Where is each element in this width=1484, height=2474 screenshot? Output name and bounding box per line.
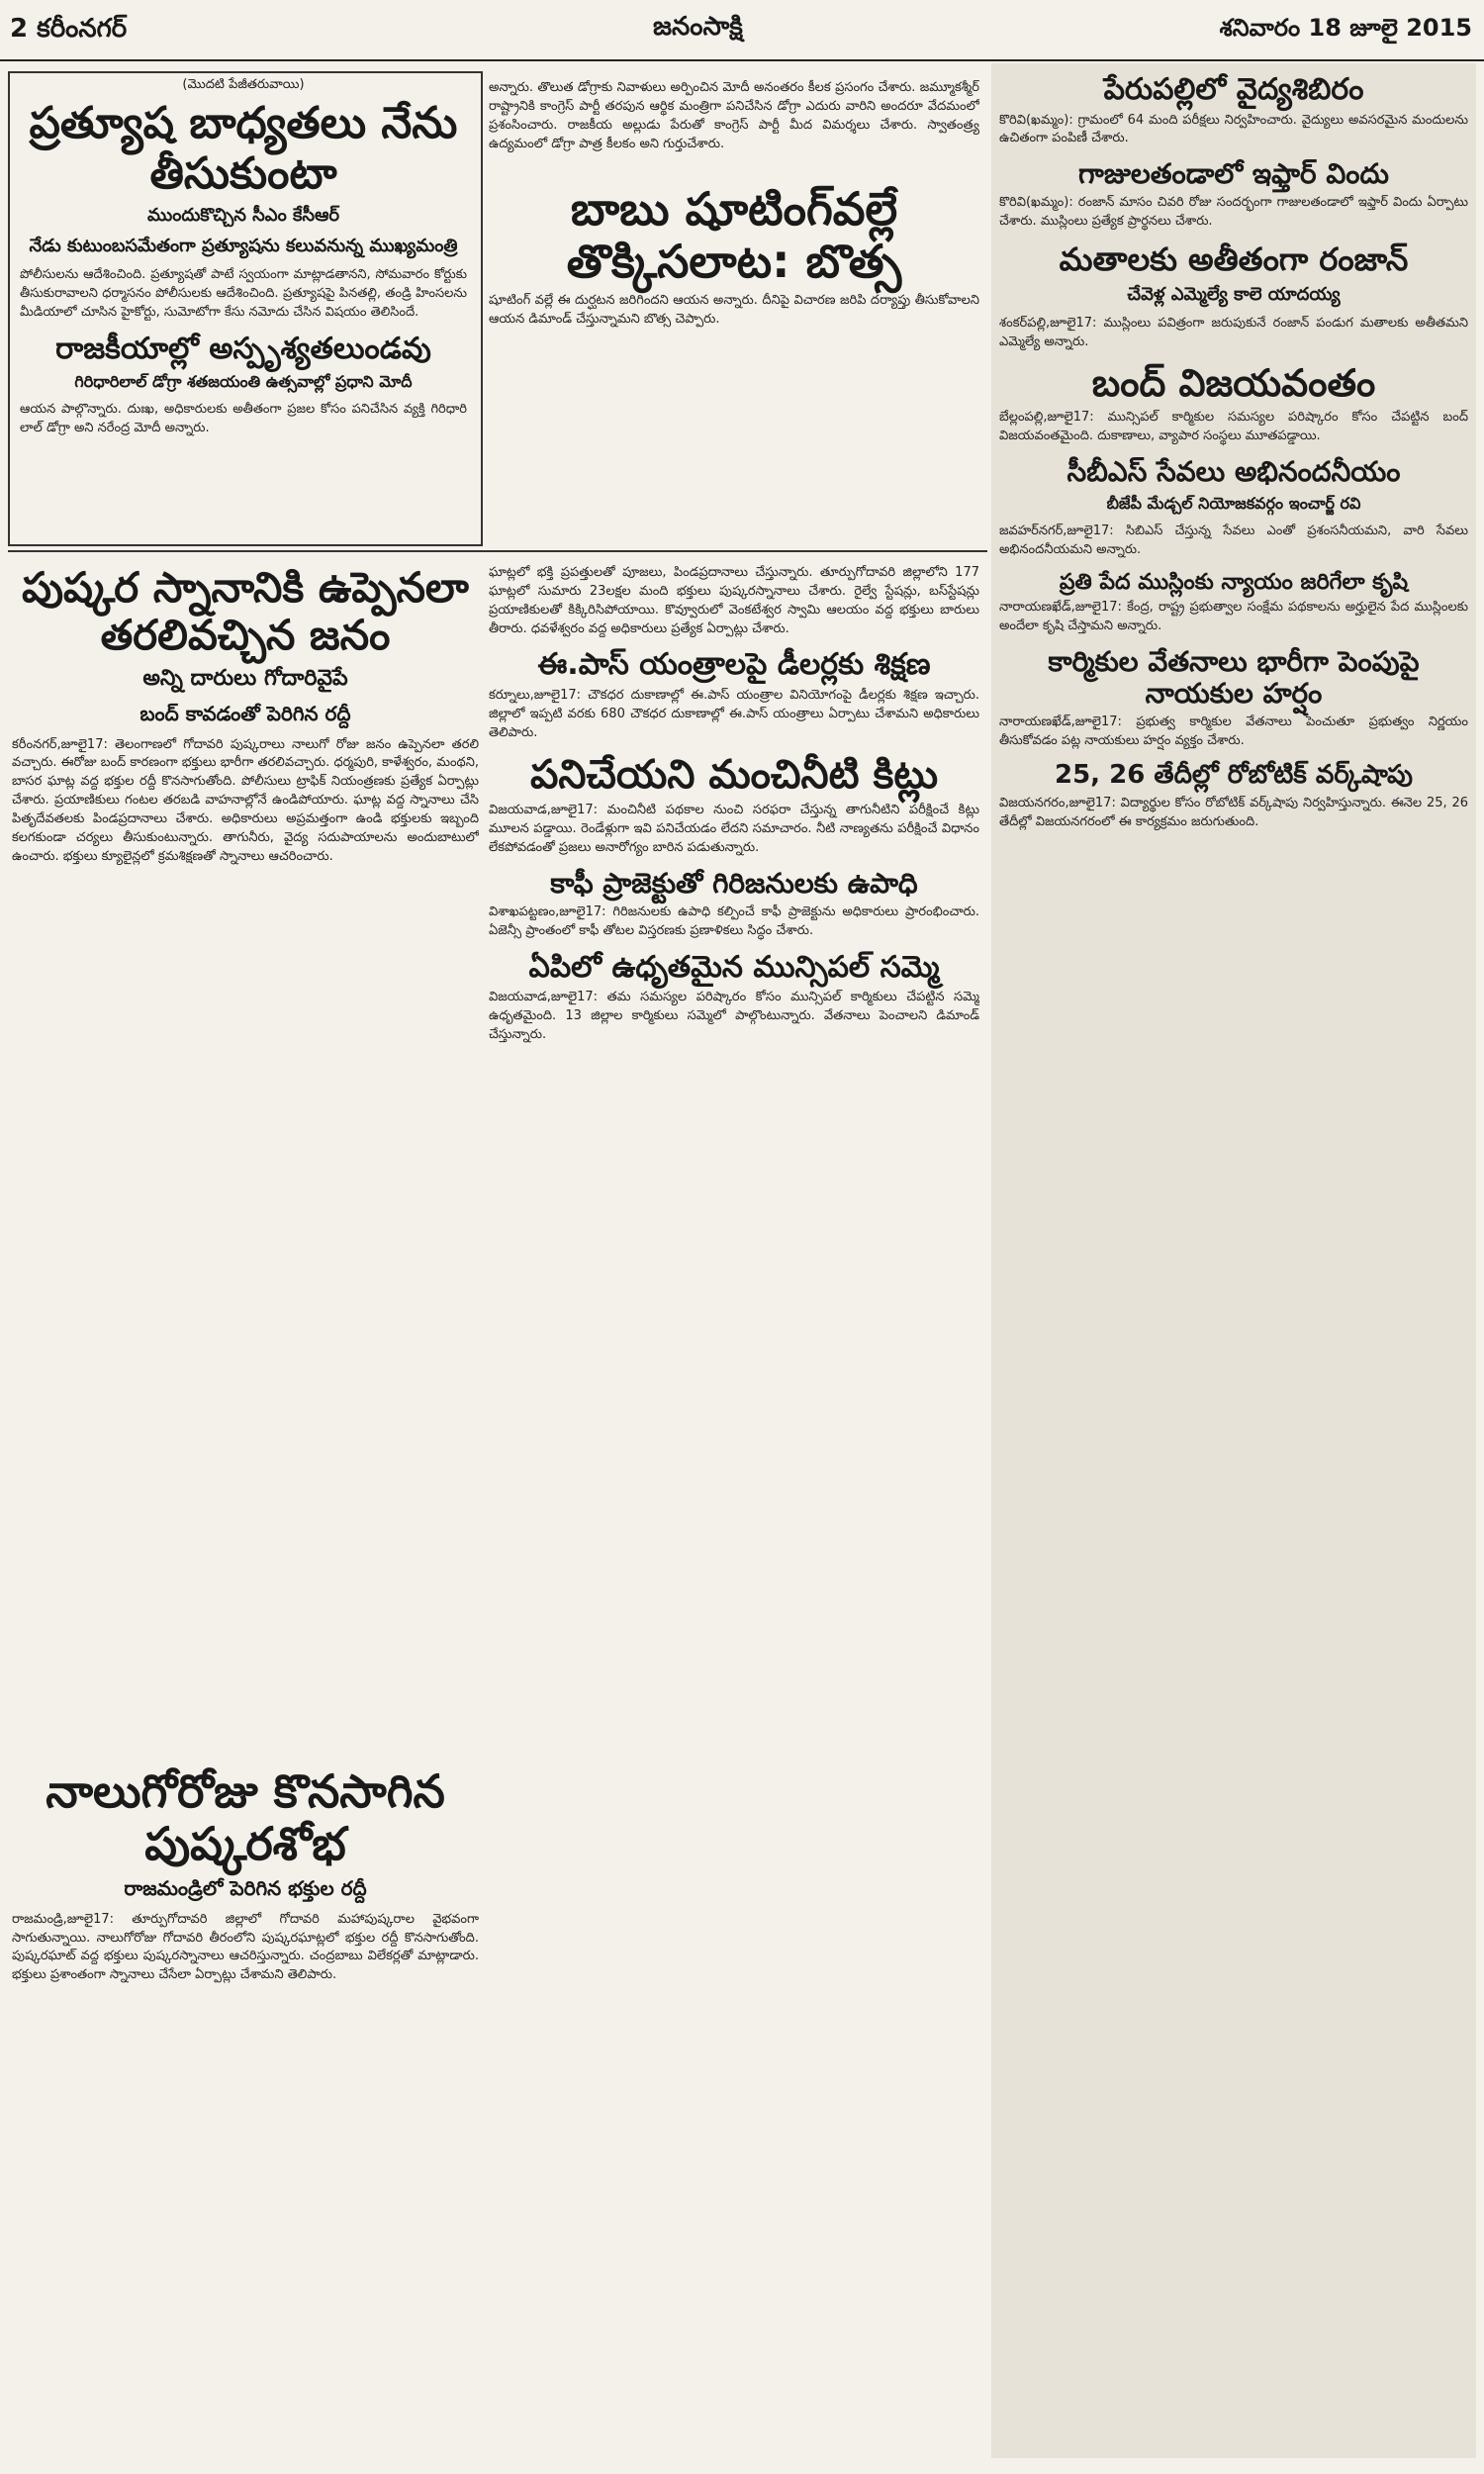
headline-ramzan: మతాలకు అతీతంగా రంజాన్: [1059, 240, 1409, 279]
headline-wages: కార్మికుల వేతనాలు భారీగా పెంపుపై నాయకుల హర్షం: [1048, 644, 1420, 710]
page-header: [0, 0, 1484, 61]
deck-cbs: బీజేపీ మేడ్చల్ నియోజకవర్గం ఇంచార్జ్ రవి: [1106, 494, 1361, 514]
deck-rajamundry: రాజమండ్రిలో పెరిగిన భక్తుల రద్దీ: [124, 1875, 367, 1900]
issue-date: శనివారం 18 జూలై 2015: [1219, 14, 1472, 42]
center-column: [489, 560, 979, 2450]
body-wages: నారాయణఖేడ్,జూలై17: ప్రభుత్వ కార్మికుల వేతనాలు పెంచుతూ ప్రభుత్వం నిర్ణయం తీసుకోవడం పట్ల నాయకులు హర్షం వ్యక్తం చేశారు.: [999, 714, 1468, 748]
divider-top: [8, 550, 987, 552]
headline-cbs: సీబీఎస్ సేవలు అభినందనీయం: [1067, 454, 1401, 488]
body-dogra: అన్నారు. తొలుత డోగ్రాకు నివాళులు అర్పించిన మోదీ అనంతరం కీలక ప్రసంగం చేశారు. జమ్మూకశ్మీర్ రాష్ట్రానికి కాంగ్రెస్ పార్టీ తరపున ఆర్థిక మంత్రిగా పనిచేసిన డోగ్రా ఎదురు వారిని అందరూ వేదమంలో ప్రశంసించారు. రాజకీయ అల్లుడు పేరుతో కాంగ్రెస్ పార్టీ మీద విమర్శలు చేశారు. స్వాతంత్ర్య ఉద్యమంలో డోగ్రా పాత్ర కీలకం అని గుర్తుచేశారు.: [489, 80, 979, 151]
body-coffee: విశాఖపట్టణం,జూలై17: గిరిజనులకు ఉపాధి కల్పించే కాఫీ ప్రాజెక్టును అధికారులు ప్రారంభించారు. ఏజెన్సీ ప్రాంతంలో కాఫీ తోటల విస్తరణకు ప్రణాళికలు సిద్ధం చేశారు.: [489, 904, 979, 938]
headline-pushkara: పుష్కర స్నానానికి ఉప్పెనలా తరలివచ్చిన జనం: [22, 563, 469, 660]
deck-modi: గిరిధారిలాల్ డోగ్రా శతజయంతి ఉత్సవాల్లో ప్రధాని మోదీ: [74, 372, 413, 392]
top-left-column: [20, 75, 467, 538]
headline-nalugoroju: నాలుగోరోజు కొనసాగిన పుష్కరశోభ: [46, 1764, 445, 1870]
page-number: 2 కరీంనగర్: [10, 14, 128, 44]
headline-muslim: ప్రతి పేద ముస్లింకు న్యాయం జరిగేలా కృషి: [1059, 569, 1409, 595]
headline-robotics: 25, 26 తేదీల్లో రోబోటిక్ వర్క్‌షాపు: [1055, 759, 1413, 790]
headline-iftar: గాజులతండాలో ఇఫ్తార్ విందు: [1078, 157, 1389, 191]
headline-prathyusha: ప్రత్యూష బాధ్యతలు నేను తీసుకుంటా: [29, 98, 458, 199]
body-ghats: ఘాట్లలో భక్తి ప్రపత్తులతో పూజలు, పిండప్రదానాలు చేస్తున్నారు. తూర్పుగోదావరి జిల్లాలోని 177 ఘాట్లలో సుమారు 23లక్షల మంది భక్తులు పుష్కరస్నానాలు చేశారు. రైల్వే స్టేషన్లు, బస్‌స్టేషన్లు ప్రయాణికులతో కిక్కిరిసిపోయాయి. కొవ్వూరులో వెంకటేశ్వర స్వామి ఆలయం వద్ద భక్తులు బారులు తీరారు. ధవళేశ్వరం వద్ద అధికారులు ప్రత్యేక ఏర్పాట్లు చేశారు.: [489, 565, 979, 636]
headline-water-kits: పనిచేయని మంచినీటి కిట్లు: [529, 752, 939, 799]
deck-ramzan: చేవెళ్ల ఎమ్మెల్యే కాలె యాదయ్య: [1127, 283, 1341, 305]
headline-coffee: కాఫీ ప్రాజెక్టుతో గిరిజనులకు ఉపాధి: [550, 866, 918, 900]
body-muslim: నారాయణఖేడ్,జూలై17: కేంద్ర, రాష్ట్ర ప్రభుత్వాల సంక్షేమ పథకాలను అర్హులైన పేద ముస్లింలకు అందేలా కృషి చేస్తామని అన్నారు.: [999, 600, 1468, 633]
body-medical-camp: కొరివి(ఖమ్మం): గ్రామంలో 64 మంది పరీక్షలు నిర్వహించారు. వైద్యులు అవసరమైన మందులను ఉచితంగా పంపిణీ చేశారు.: [999, 112, 1468, 146]
body-iftar: కొరివి(ఖమ్మం): రంజాన్ మాసం చివరి రోజు సందర్భంగా గాజులతండాలో ఇఫ్తార్ విందు ఏర్పాటు చేశారు. ముస్లింలు ప్రత్యేక ప్రార్థనలు చేశారు.: [999, 195, 1468, 230]
body-pushkara: కరీంనగర్,జూలై17: తెలంగాణలో గోదావరి పుష్కరాలు నాలుగో రోజు జనం ఉప్పెనలా తరలి వచ్చారు. ఈరోజు బంద్ కారణంగా భక్తులు భారీగా తరలివచ్చారు. ధర్మపురి, కాళేశ్వరం, మంథని, బాసర ఘాట్ల వద్ద భక్తుల రద్దీ కొనసాగుతోంది. పోలీసులు ట్రాఫిక్ నియంత్రణకు ప్రత్యేక ఏర్పాట్లు చేశారు. ప్రయాణికులు గంటల తరబడి వాహనాల్లోనే ఉండిపోయారు. ఘాట్ల వద్ద స్నానాలు చేసి పితృదేవతలకు పిండప్రదానాలు చేశారు. అధికారులు అప్రమత్తంగా ఉండి భక్తులకు ఇబ్బంది కలగకుండా చర్యలు తీసుకుంటున్నారు. తాగునీరు, వైద్య సదుపాయాలను అందుబాటులో ఉంచారు. భక్తులు క్యూలైన్లలో క్రమశిక్షణతో స్నానాలు ఆచరించారు.: [12, 736, 479, 864]
headline-botsa: బాబు షూటింగ్‌వల్లే తొక్కిసలాట: బొత్స: [566, 182, 902, 289]
body-bandh: బేల్లంపల్లి,జూలై17: మున్సిపల్ కార్మికుల సమస్యల పరిష్కారం కోసం చేపట్టిన బంద్ విజయవంతమైంది. దుకాణాలు, వ్యాపార సంస్థలు మూతపడ్డాయి.: [999, 410, 1468, 444]
right-column: [999, 69, 1468, 2454]
subhead-kcr: ముందుకొచ్చిన సీఎం కేసీఆర్: [146, 205, 340, 227]
body-modi: ఆయన పాల్గొన్నారు. దుఃఖ, అధికారులకు అతీతంగా ప్రజల కోసం పనిచేసిన వ్యక్తి గిరిధారి లాల్ డోగ్రా అని నరేంద్ర మోదీ అన్నారు.: [20, 402, 467, 436]
pushkar-column: [12, 560, 479, 1758]
masthead: జనంసాక్షి: [653, 12, 743, 42]
headline-rajakeeyalu: రాజకీయాల్లో అస్పృశ్యతలుండవు: [55, 331, 431, 366]
headline-epass: ఈ.పాస్ యంత్రాలపై డీలర్లకు శిక్షణ: [537, 647, 931, 683]
rajamundry-column: [12, 1761, 479, 2454]
body-robotics: విజయనగరం,జూలై17: విద్యార్థుల కోసం రోబోటిక్ వర్క్‌షాపు నిర్వహిస్తున్నారు. ఈనెల 25, 26 తేదీల్లో విజయనగరంలో ఈ కార్యక్రమం జరుగుతుంది.: [999, 795, 1468, 829]
deck-prathyusha: నేడు కుటుంబసమేతంగా ప్రత్యూషను కలువనున్న ముఖ్యమంత్రి: [29, 236, 458, 257]
headline-strike: ఏపిలో ఉధృతమైన మున్సిపల్ సమ్మె: [528, 949, 940, 985]
body-epass: కర్నూలు,జూలై17: చౌకధర దుకాణాల్లో ఈ.పాస్ యంత్రాల వినియోగంపై డీలర్లకు శిక్షణ ఇచ్చారు. జిల్లాలో ఇప్పటి వరకు 680 చౌకధర దుకాణాల్లో ఈ.పాస్ యంత్రాలు ఏర్పాటు చేశామని అధికారులు తెలిపారు.: [489, 687, 979, 740]
top-mid-column: [489, 75, 979, 540]
deck-bandh: బంద్ కావడంతో పెరిగిన రద్దీ: [139, 701, 351, 725]
continued-note: (మొదటి పేజీతరువాయి): [182, 77, 305, 92]
body-prathyusha: పోలీసులను ఆదేశించింది. ప్రత్యూషతో పాటే స్వయంగా మాట్లాడతానని, సోమవారం కోర్టుకు తీసుకురావాలని ధర్మాసనం పోలీసులకు ఆదేశించింది. ప్రత్యూషపై పినతల్లి, తండ్రి హింసలను మీడియాలో చూసిన హైకోర్టు, సుమోటోగా కేసు నమోదు చేసిన విషయం తెలిసిందే.: [20, 267, 467, 320]
headline-medical-camp: పేరుపల్లిలో వైద్యశిబిరం: [1103, 72, 1364, 107]
body-botsa: షూటింగ్ వల్లే ఈ దుర్ఘటన జరిగిందని ఆయన అన్నారు. దీనిపై విచారణ జరిపి దర్యాప్తు తీసుకోవాలని ఆయన డిమాండ్ చేస్తున్నామని బొత్స చెప్పారు.: [489, 293, 979, 327]
body-cbs: జవహర్‌నగర్,జూలై17: సిబిఎస్ చేస్తున్న సేవలు ఎంతో ప్రశంసనీయమని, వారి సేవలు అభినందనీయమని అన్నారు.: [999, 523, 1468, 557]
headline-bandh: బంద్ విజయవంతం: [1091, 360, 1376, 405]
body-water-kits: విజయవాడ,జూలై17: మంచినీటి పథకాల నుంచి సరఫరా చేస్తున్న తాగునీటిని పరీక్షించే కిట్లు మూలన పడ్డాయి. రెండేళ్లుగా ఇవి పనిచేయడం లేదని సమాచారం. నీటి నాణ్యతను పరీక్షించే విధానం లేకపోవడంతో ప్రజలు అనారోగ్యం బారిన పడుతున్నారు.: [489, 803, 979, 856]
body-ramzan: శంకర్‌పల్లి,జూలై17: ముస్లింలు పవిత్రంగా జరుపుకునే రంజాన్ పండుగ మతాలకు అతీతమని ఎమ్మెల్యే అన్నారు.: [999, 315, 1468, 349]
body-rajamundry: రాజమండ్రి,జూలై17: తూర్పుగోదావరి జిల్లాలో గోదావరి మహాపుష్కరాల వైభవంగా సాగుతున్నాయి. నాలుగోరోజు గోదావరి తీరంలోని పుష్కరఘాట్లలో భక్తుల రద్దీ కొనసాగుతోంది. పుష్కరఘాట్ వద్ద భక్తులు పుష్కరస్నానాలు ఆచరిస్తున్నారు. చంద్రబాబు విలేకర్లతో మాట్లాడారు. భక్తులు ప్రశాంతంగా స్నానాలు చేసేలా ఏర్పాట్లు చేశామని తెలిపారు.: [12, 1911, 479, 1983]
subhead-daarulu: అన్ని దారులు గోదారివైపే: [142, 665, 348, 691]
body-strike: విజయవాడ,జూలై17: తమ సమస్యల పరిష్కారం కోసం మున్సిపల్ కార్మికులు చేపట్టిన సమ్మె ఉధృతమైంది. 13 జిల్లాల కార్మికులు సమ్మెలో పాల్గొంటున్నారు. వేతనాలు పెంచాలని డిమాండ్ చేస్తున్నారు.: [489, 990, 979, 1042]
